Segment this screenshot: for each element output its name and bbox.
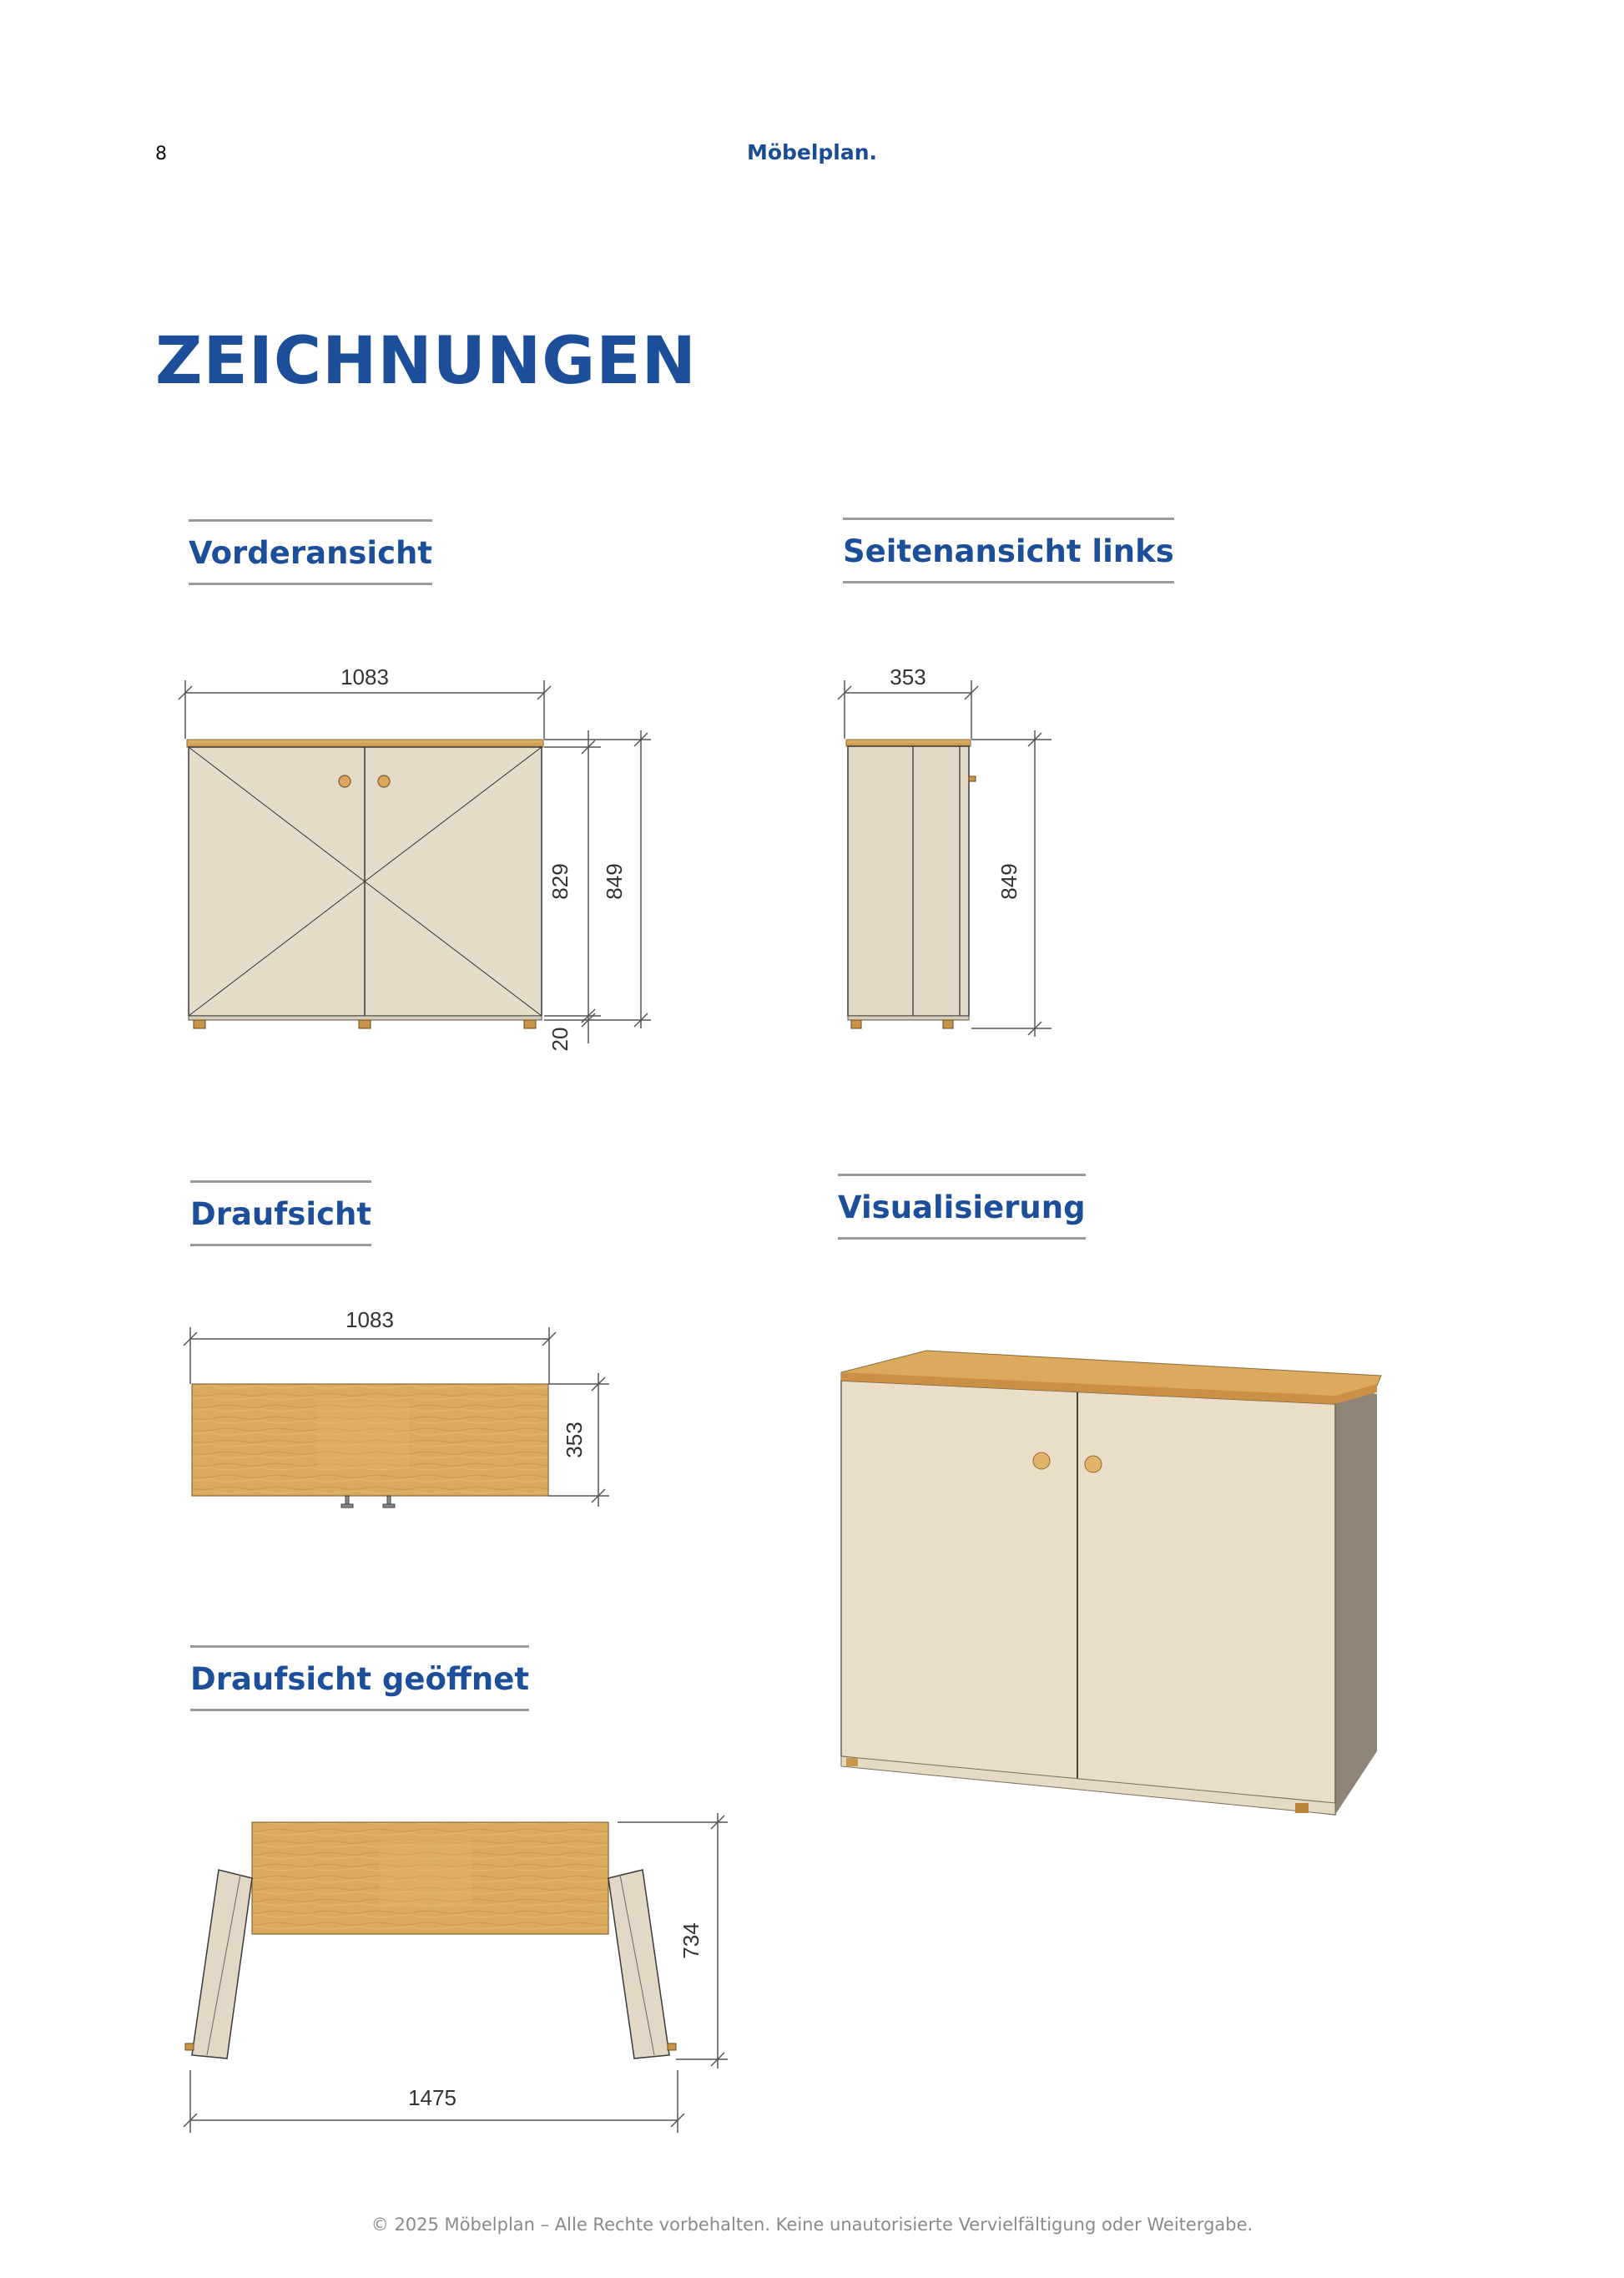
side-view-drawing: [835, 651, 1085, 1052]
side-depth-dimension: 353: [890, 664, 926, 689]
section-heading-side-view: Seitenansicht links: [843, 518, 1174, 583]
section-heading-top-view: Draufsicht: [190, 1180, 371, 1246]
front-body-height-dimension: 829: [547, 863, 572, 900]
top-view-open-drawing: [167, 1803, 768, 2154]
front-width-dimension: 1083: [340, 664, 389, 689]
brand-logo: Möbelplan.: [746, 140, 878, 164]
top-depth-dimension: 353: [562, 1422, 587, 1458]
page-title: ZEICHNUNGEN: [155, 324, 697, 399]
copyright-footer: © 2025 Möbelplan – Alle Rechte vorbehalten. Keine unautorisierte Vervielfältigung oder Weitergabe.: [371, 2215, 1253, 2235]
front-base-height-dimension: 20: [547, 1027, 572, 1052]
page-number: 8: [155, 144, 167, 164]
section-heading-visualization: Visualisierung: [838, 1174, 1086, 1240]
top-view-drawing: [167, 1285, 634, 1536]
front-view-drawing: [167, 651, 668, 1052]
top-width-dimension: 1083: [345, 1307, 394, 1332]
top-open-depth-dimension: 734: [678, 1922, 704, 1959]
section-heading-top-view-open: Draufsicht geöffnet: [190, 1645, 529, 1711]
front-total-height-dimension: 849: [602, 863, 627, 900]
section-heading-front-view: Vorderansicht: [189, 519, 432, 585]
cabinet-visualization: [826, 1336, 1394, 1836]
top-open-width-dimension: 1475: [408, 2085, 456, 2110]
side-total-height-dimension: 849: [996, 863, 1021, 900]
